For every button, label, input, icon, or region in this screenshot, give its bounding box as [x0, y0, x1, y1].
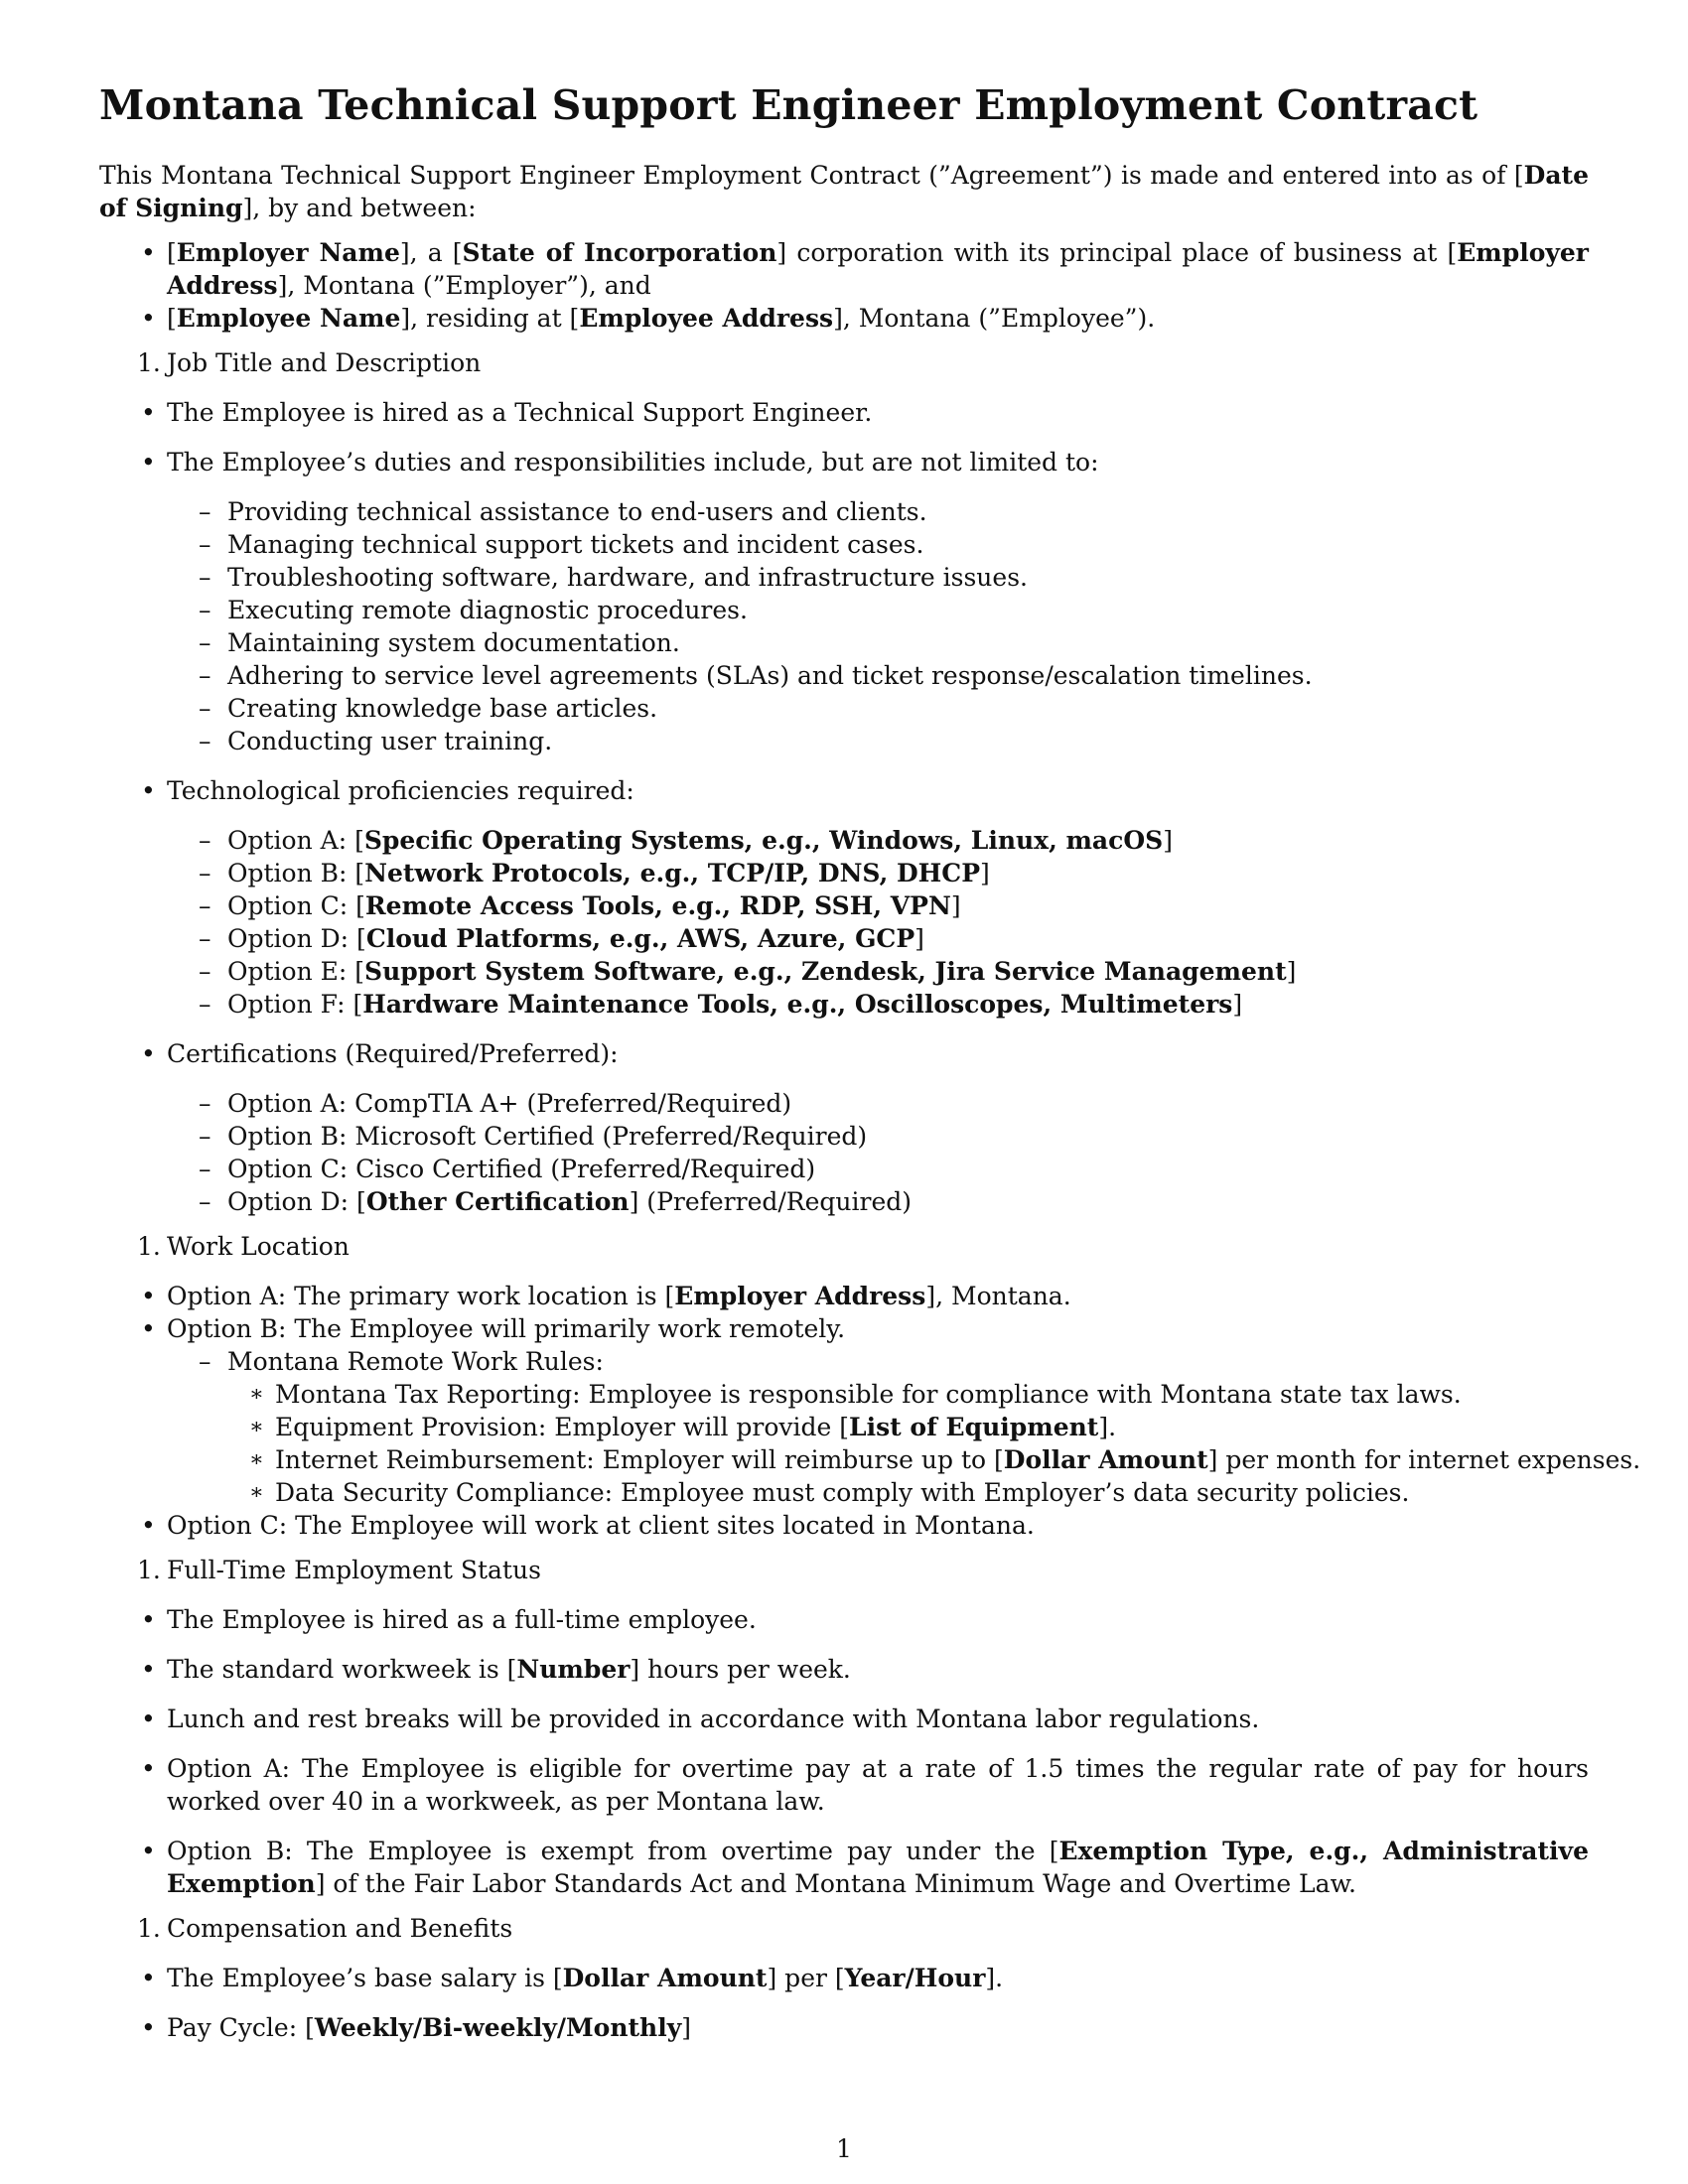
duty-item: – Conducting user training.	[167, 725, 1589, 757]
tech-item: – Option C: [Remote Access Tools, e.g., RDP, SSH, VPN]	[167, 889, 1589, 922]
tech-list	[167, 824, 1589, 1021]
cert-item: – Option A: CompTIA A+ (Preferred/Required)	[167, 1087, 1589, 1120]
cert-item: – Option B: Microsoft Certified (Preferred/Required)	[167, 1120, 1589, 1153]
tech-item: – Option A: [Specific Operating Systems, e.g., Windows, Linux, macOS]	[167, 824, 1589, 857]
cert-item: – Option C: Cisco Certified (Preferred/Required)	[167, 1153, 1589, 1185]
list-item: • The Employee is hired as a Technical Support Engineer.	[99, 396, 1589, 429]
list-item: • Option A: The primary work location is [Employer Address], Montana.	[99, 1280, 1589, 1312]
rule-item: ∗ Internet Reimbursement: Employer will reimburse up to [Dollar Amount] per month for internet expenses.	[227, 1443, 1589, 1476]
intro-paragraph: This Montana Technical Support Engineer Employment Contract (”Agreement”) is made and entered into as of [Date of Signing], by and between:	[99, 161, 1589, 222]
cert-item: – Option D: [Other Certification] (Preferred/Required)	[167, 1185, 1589, 1218]
duty-item: – Troubleshooting software, hardware, and infrastructure issues.	[167, 561, 1589, 594]
remote-rules-item: – Montana Remote Work Rules: ∗ Montana Tax Reporting: Employee is responsible for compliance with Montana state tax laws. ∗ Equipment Provision: Employer will provide [List of Equipment]. ∗ Internet Reimbursement: Employer will reimburse up to [Dollar Amount] per month for internet expenses. ∗ Data Security Compliance: Employee must comply with Employer’s data security policies.	[167, 1345, 1589, 1509]
status-list	[99, 1603, 1589, 1900]
rule-item: ∗ Data Security Compliance: Employee must comply with Employer’s data security policies.	[227, 1476, 1589, 1509]
duty-item: – Adhering to service level agreements (SLAs) and ticket response/escalation timelines.	[167, 659, 1589, 692]
duty-item: – Providing technical assistance to end-users and clients.	[167, 495, 1589, 528]
duties-list	[167, 495, 1589, 757]
party-employer: • [Employer Name], a [State of Incorporation] corporation with its principal place of business at [Employer Address], Montana (”Employer”), and	[99, 236, 1589, 302]
rule-item: ∗ Equipment Provision: Employer will provide [List of Equipment].	[227, 1411, 1589, 1443]
list-item: • The Employee’s duties and responsibilities include, but are not limited to: – Providing technical assistance to end-users and clients. – Managing technical support tickets and incident cases. – Troubleshooting software, hardware, and infrastructure issues. – Executing remote diagnostic procedures. – Maintaining system documentation. – Adhering to service level agreements (SLAs) and ticket response/escalation timelines. – Creating knowledge base articles. – Conducting user training.	[99, 446, 1589, 757]
document-page	[99, 81, 1641, 2056]
remote-rules-list	[227, 1378, 1641, 1509]
list-item: • Certifications (Required/Preferred): – Option A: CompTIA A+ (Preferred/Required) – Option B: Microsoft Certified (Preferred/Required) – Option C: Cisco Certified (Preferred/Required) – Option D: [Other Certification] (Preferred/Required)	[99, 1037, 1589, 1218]
duty-item: – Executing remote diagnostic procedures.	[167, 594, 1589, 626]
rule-item: ∗ Montana Tax Reporting: Employee is responsible for compliance with Montana state tax laws.	[227, 1378, 1589, 1411]
location-list	[99, 1280, 1641, 1542]
list-item: • The Employee’s base salary is [Dollar Amount] per [Year/Hour].	[99, 1962, 1589, 1994]
parties-list	[99, 236, 1589, 335]
tech-item: – Option D: [Cloud Platforms, e.g., AWS, Azure, GCP]	[167, 922, 1589, 955]
tech-item: – Option F: [Hardware Maintenance Tools, e.g., Oscilloscopes, Multimeters]	[167, 988, 1589, 1021]
list-item: • Option C: The Employee will work at client sites located in Montana.	[99, 1509, 1589, 1542]
remote-list	[167, 1345, 1641, 1509]
list-item: • Lunch and rest breaks will be provided in accordance with Montana labor regulations.	[99, 1703, 1589, 1735]
list-item: • The standard workweek is [Number] hours per week.	[99, 1653, 1589, 1686]
section-heading-compensation: 1. Compensation and Benefits	[137, 1914, 513, 1943]
section-heading-location: 1. Work Location	[137, 1232, 350, 1261]
tech-item: – Option E: [Support System Software, e.g., Zendesk, Jira Service Management]	[167, 955, 1589, 988]
page-title: Montana Technical Support Engineer Employment Contract	[99, 81, 1478, 129]
list-item: • Pay Cycle: [Weekly/Bi-weekly/Monthly]	[99, 2011, 1589, 2044]
compensation-list	[99, 1962, 1589, 2044]
section-heading-job: 1. Job Title and Description	[137, 348, 482, 377]
tech-item: – Option B: [Network Protocols, e.g., TCP/IP, DNS, DHCP]	[167, 857, 1589, 889]
cert-list	[167, 1087, 1589, 1218]
list-item: • Option B: The Employee will primarily work remotely. – Montana Remote Work Rules: ∗ Montana Tax Reporting: Employee is responsible for compliance with Montana state tax laws. ∗ Equipment Provision: Employer will provide [List of Equipment]. ∗ Internet Reimbursement: Employer will reimburse up to [Dollar Amount] per month for internet expenses. ∗ Data Security Compliance: Employee must comply with Employer’s data security policies.	[99, 1312, 1589, 1509]
list-item: • Option A: The Employee is eligible for overtime pay at a rate of 1.5 times the regular rate of pay for hours worked over 40 in a workweek, as per Montana law.	[99, 1752, 1589, 1818]
list-item: • Option B: The Employee is exempt from overtime pay under the [Exemption Type, e.g., Administrative Exemption] of the Fair Labor Standards Act and Montana Minimum Wage and Overtime Law.	[99, 1835, 1589, 1900]
duty-item: – Maintaining system documentation.	[167, 626, 1589, 659]
party-employee: • [Employee Name], residing at [Employee Address], Montana (”Employee”).	[99, 302, 1589, 335]
job-list	[99, 396, 1589, 1218]
page-number: 1	[836, 2134, 852, 2163]
section-heading-status: 1. Full-Time Employment Status	[137, 1556, 541, 1584]
duty-item: – Creating knowledge base articles.	[167, 692, 1589, 725]
list-item: • The Employee is hired as a full-time employee.	[99, 1603, 1589, 1636]
duty-item: – Managing technical support tickets and incident cases.	[167, 528, 1589, 561]
list-item: • Technological proficiencies required: – Option A: [Specific Operating Systems, e.g., Windows, Linux, macOS] – Option B: [Network Protocols, e.g., TCP/IP, DNS, DHCP] – Option C: [Remote Access Tools, e.g., RDP, SSH, VPN] – Option D: [Cloud Platforms, e.g., AWS, Azure, GCP] – Option E: [Support System Software, e.g., Zendesk, Jira Service Management] – Option F: [Hardware Maintenance Tools, e.g., Oscilloscopes, Multimeters]	[99, 774, 1589, 1021]
